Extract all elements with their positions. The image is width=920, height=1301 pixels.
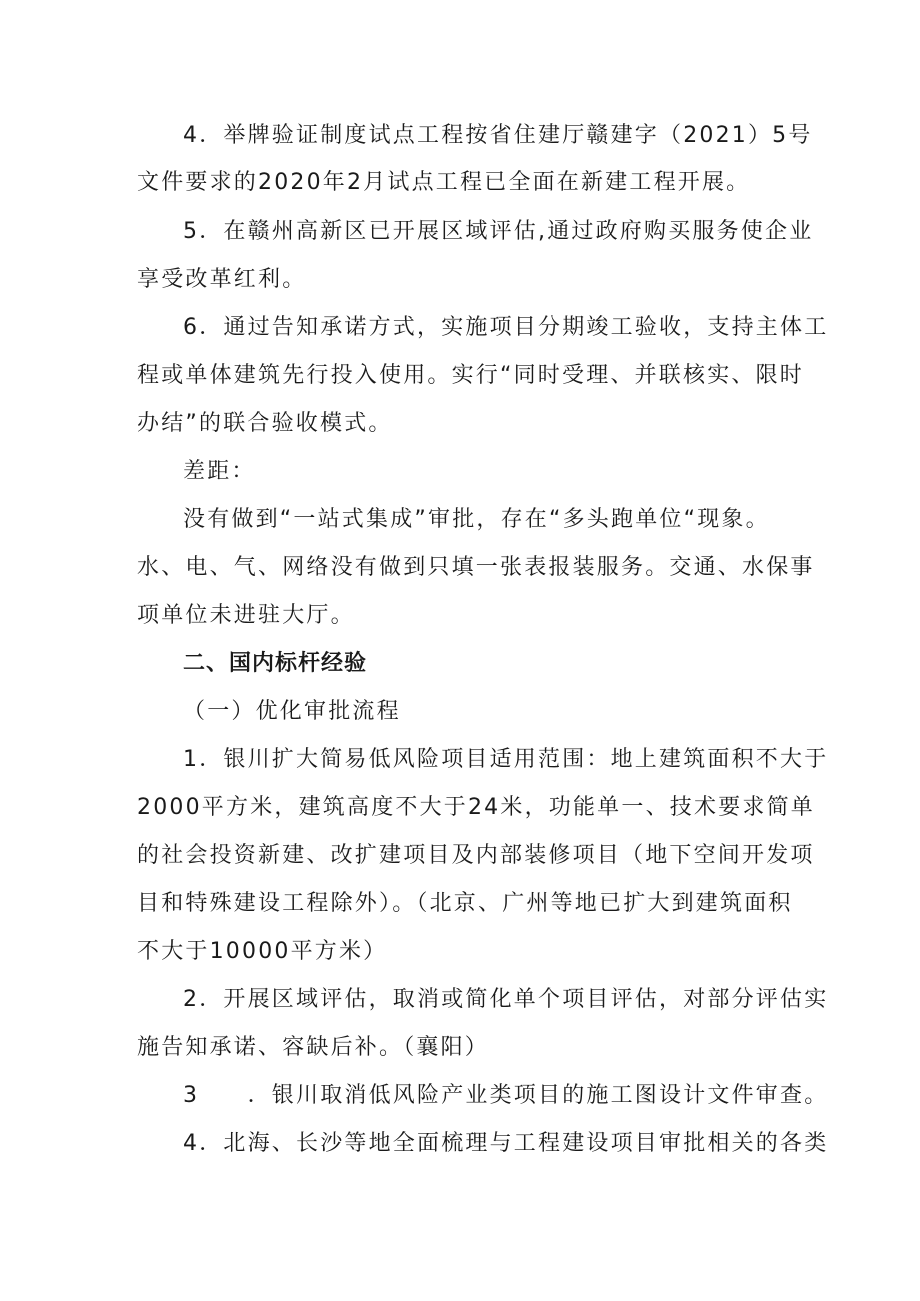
text-line-item5-a: 5．在赣州高新区已开展区域评估,通过政府购买服务使企业 bbox=[183, 219, 814, 244]
text-line-gap-c: 项单位未进驻大厅。 bbox=[137, 603, 355, 628]
text-line-gap-a: 没有做到“一站式集成”审批，存在“多头跑单位“现象。 bbox=[183, 507, 770, 532]
text-line-b1-b: 2000平方米，建筑高度不大于24米，功能单一、技术要求简单 bbox=[137, 795, 815, 820]
text-line-b2-b: 施告知承诺、容缺后补。（襄阳） bbox=[137, 1035, 490, 1060]
text-line-b1-e: 不大于10000平方米） bbox=[137, 939, 388, 964]
text-line-item4-a: 4．举牌验证制度试点工程按省住建厅赣建字（2021）5号 bbox=[183, 123, 813, 148]
text-line-item6-b: 程或单体建筑先行投入使用。实行“同时受理、并联核实、限时 bbox=[137, 363, 804, 388]
text-line-b1-d: 目和特殊建设工程除外）。（北京、广州等地已扩大到建筑面积 bbox=[137, 891, 793, 916]
text-line-gap-b: 水、电、气、网络没有做到只填一张表报装服务。交通、水保事 bbox=[137, 555, 815, 580]
section-heading: 二、国内标杆经验 bbox=[183, 651, 368, 676]
text-line-item4-b: 文件要求的2020年2月试点工程已全面在新建工程开展。 bbox=[137, 170, 751, 195]
text-line-b3: 3 ．银川取消低风险产业类项目的施工图设计文件审查。 bbox=[183, 1083, 829, 1108]
text-line-item6-a: 6．通过告知承诺方式，实施项目分期竣工验收，支持主体工 bbox=[183, 315, 829, 340]
text-line-b2-a: 2．开展区域评估，取消或简化单个项目评估，对部分评估实 bbox=[183, 987, 829, 1012]
text-line-b4: 4．北海、长沙等地全面梳理与工程建设项目审批相关的各类 bbox=[183, 1131, 829, 1156]
section-label-gap: 差距： bbox=[183, 459, 256, 484]
text-line-b1-c: 的社会投资新建、改扩建项目及内部装修项目（地下空间开发项 bbox=[137, 843, 815, 868]
text-line-item6-c: 办结”的联合验收模式。 bbox=[137, 411, 393, 436]
subsection-heading: （一）优化审批流程 bbox=[183, 699, 401, 724]
text-line-b1-a: 1．银川扩大简易低风险项目适用范围：地上建筑面积不大于 bbox=[183, 747, 829, 772]
text-line-item5-b: 享受改革红利。 bbox=[137, 267, 307, 292]
